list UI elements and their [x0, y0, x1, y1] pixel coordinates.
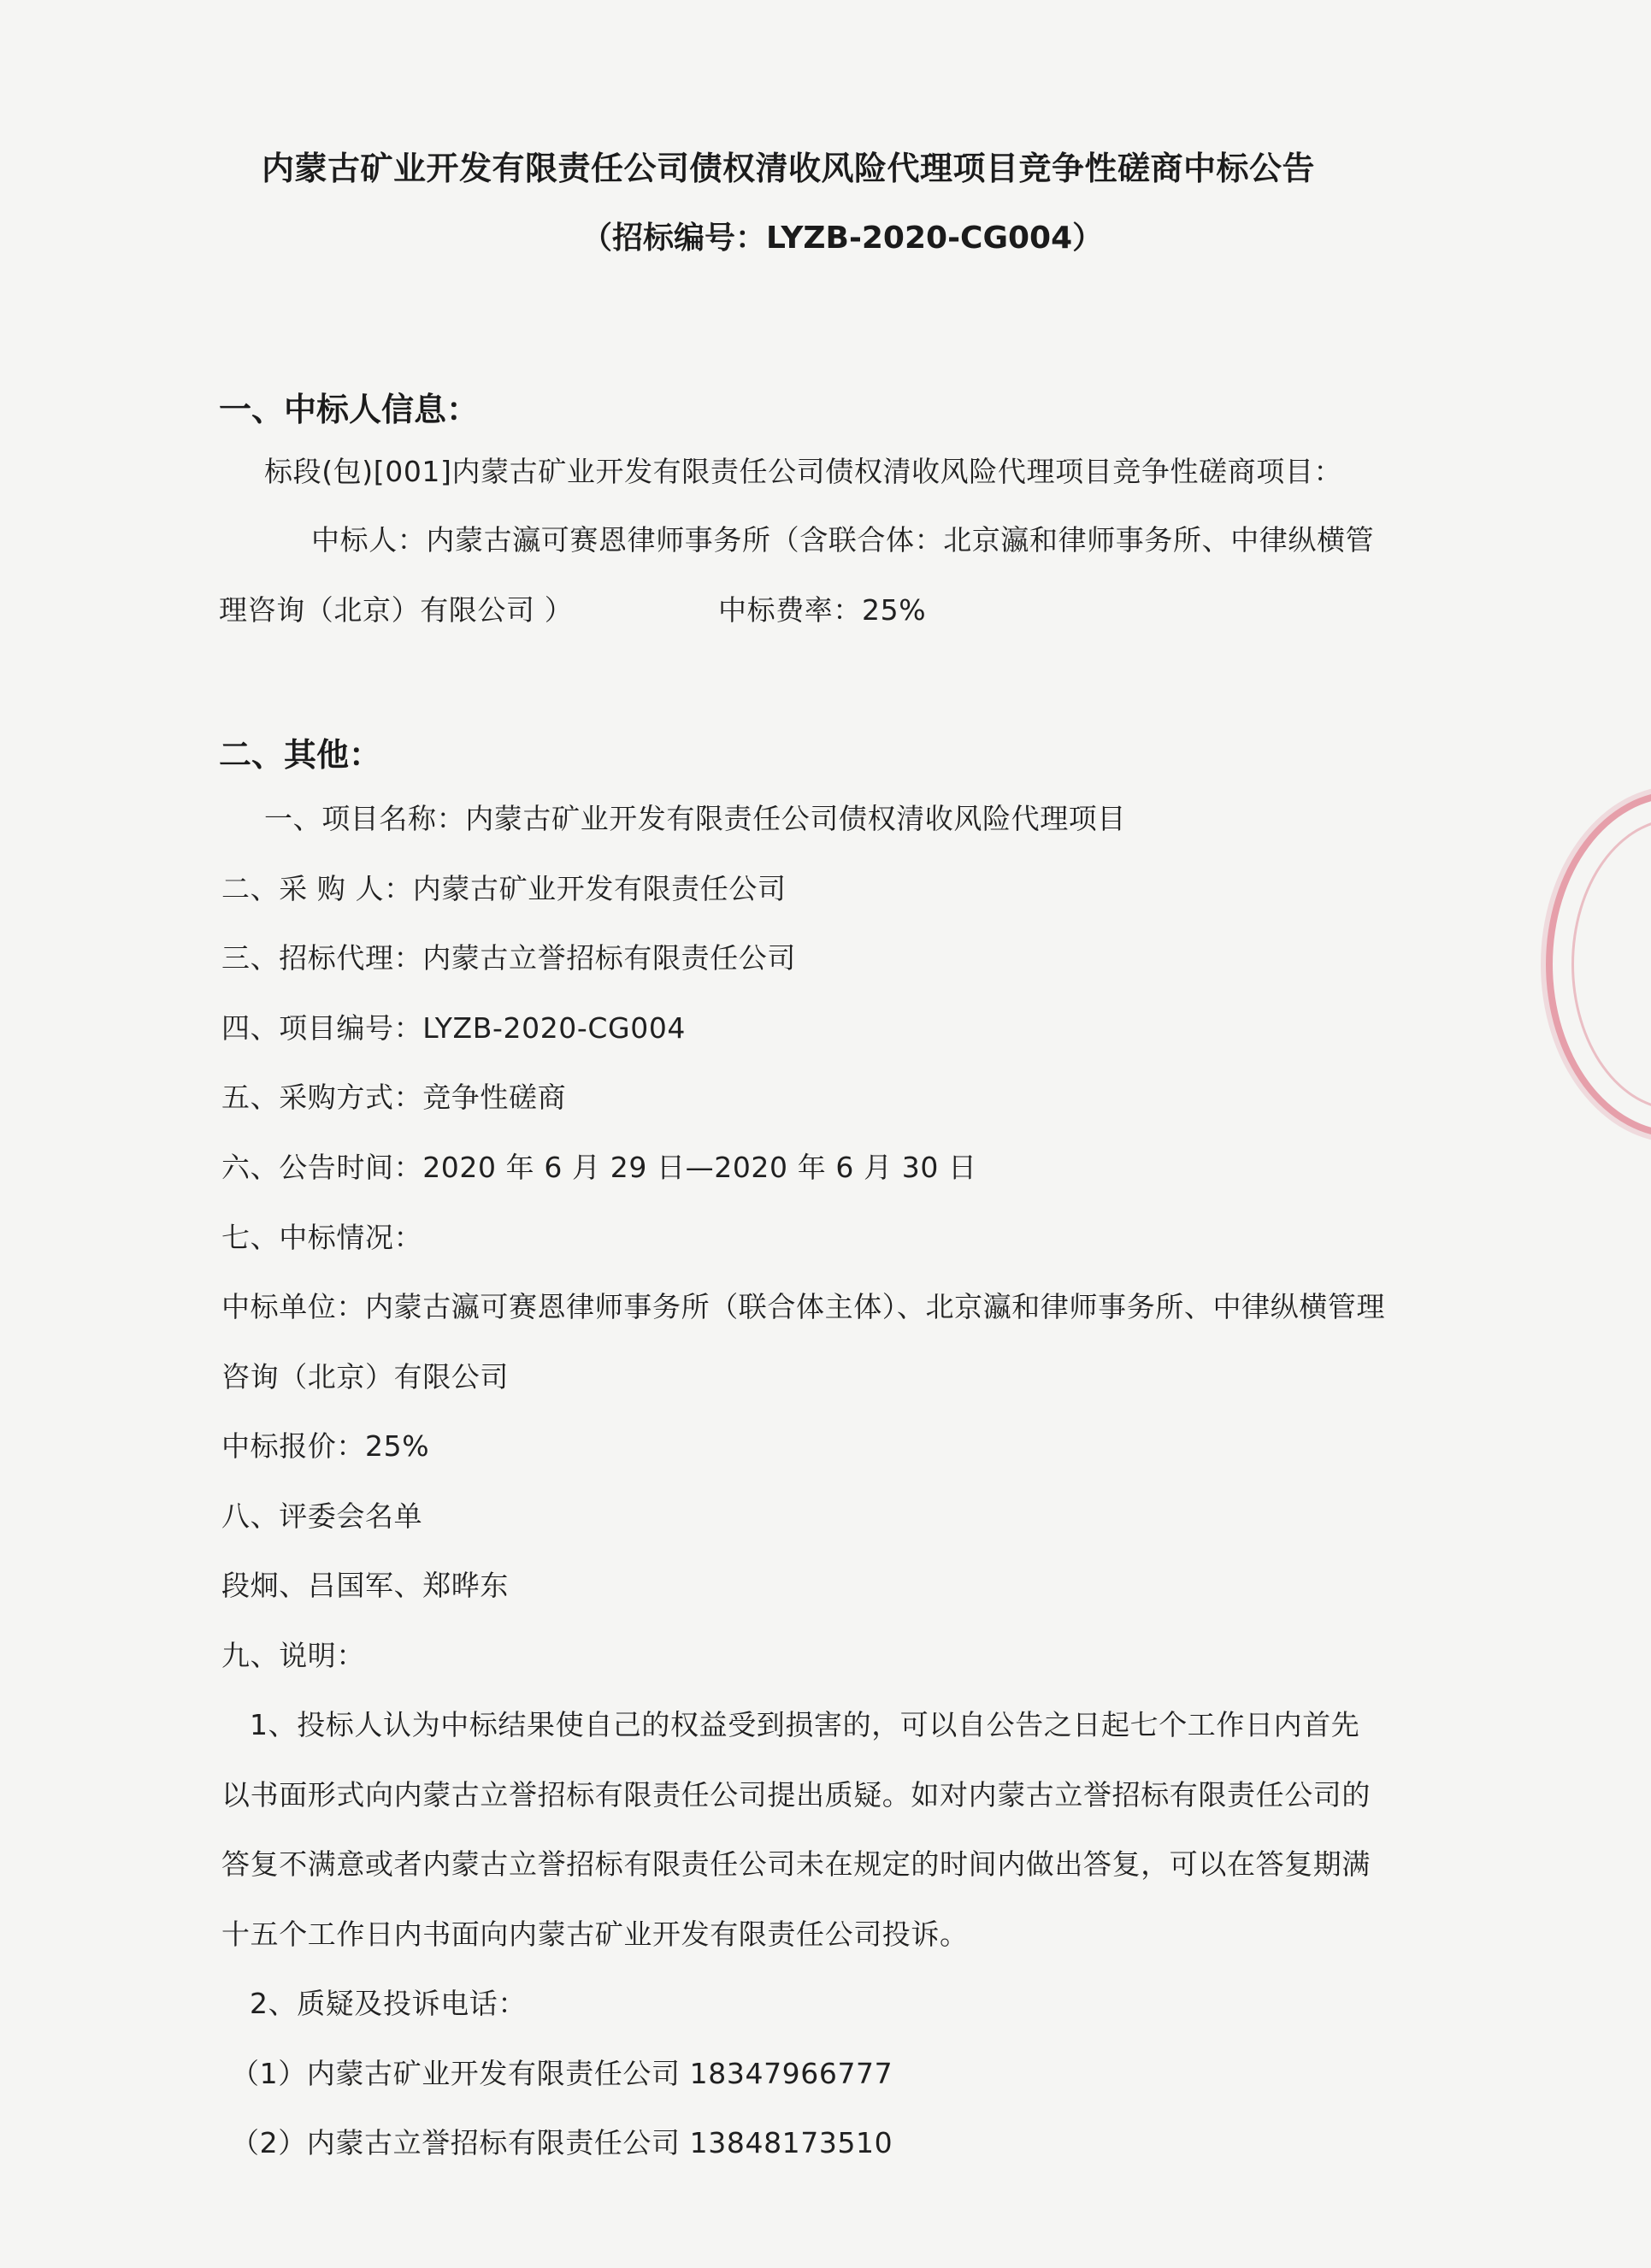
item-committee: 八、评委会名单	[221, 1499, 423, 1533]
note-1-line-4: 十五个工作日内书面向内蒙古矿业开发有限责任公司投诉。	[221, 1917, 969, 1951]
winner-line-1: 中标人：内蒙古瀛可赛恩律师事务所（含联合体：北京瀛和律师事务所、中律纵横管	[311, 523, 1375, 557]
winning-units-line-2: 咨询（北京）有限公司	[221, 1360, 509, 1393]
item-project-name: 一、项目名称：内蒙古矿业开发有限责任公司债权清收风险代理项目	[264, 802, 1126, 835]
note-1-line-1: 1、投标人认为中标结果使自己的权益受到损害的，可以自公告之日起七个工作日内首先	[250, 1708, 1360, 1741]
official-seal-stamp	[1546, 791, 1651, 1138]
note-2: 2、质疑及投诉电话：	[250, 1987, 527, 2020]
item-project-number: 四、项目编号：LYZB-2020-CG004	[221, 1011, 687, 1045]
item-notes: 九、说明：	[221, 1639, 365, 1672]
contact-phone-1: （1）内蒙古矿业开发有限责任公司 18347966777	[231, 2057, 893, 2090]
note-1-line-3: 答复不满意或者内蒙古立誉招标有限责任公司未在规定的时间内做出答复，可以在答复期满	[221, 1847, 1371, 1881]
committee-members: 段炯、吕国军、郑晔东	[221, 1569, 509, 1602]
item-award-status: 七、中标情况：	[221, 1221, 423, 1254]
item-announcement-time: 六、公告时间：2020 年 6 月 29 日—2020 年 6 月 30 日	[221, 1151, 977, 1184]
lot-line: 标段(包)[001]内蒙古矿业开发有限责任公司债权清收风险代理项目竞争性磋商项目：	[264, 455, 1343, 488]
note-1-line-2: 以书面形式向内蒙古立誉招标有限责任公司提出质疑。如对内蒙古立誉招标有限责任公司的	[221, 1778, 1371, 1811]
official-seal-inner-ring	[1571, 818, 1651, 1110]
item-purchaser: 二、采 购 人：内蒙古矿业开发有限责任公司	[221, 872, 787, 905]
winner-line-2: 理咨询（北京）有限公司 ）	[219, 593, 574, 627]
item-agent: 三、招标代理：内蒙古立誉招标有限责任公司	[221, 941, 796, 975]
fee-rate: 中标费率：25%	[718, 593, 927, 627]
winning-quote: 中标报价：25%	[221, 1429, 430, 1463]
section-winner-heading: 一、中标人信息：	[219, 391, 480, 428]
item-procurement-method: 五、采购方式：竞争性磋商	[221, 1081, 567, 1114]
winning-units-line-1: 中标单位：内蒙古瀛可赛恩律师事务所（联合体主体）、北京瀛和律师事务所、中律纵横管理	[221, 1290, 1386, 1323]
tender-number: （招标编号：LYZB-2020-CG004）	[581, 221, 1104, 256]
document-title: 内蒙古矿业开发有限责任公司债权清收风险代理项目竞争性磋商中标公告	[262, 150, 1316, 187]
contact-phone-2: （2）内蒙古立誉招标有限责任公司 13848173510	[231, 2126, 893, 2159]
section-other-heading: 二、其他：	[219, 736, 382, 774]
